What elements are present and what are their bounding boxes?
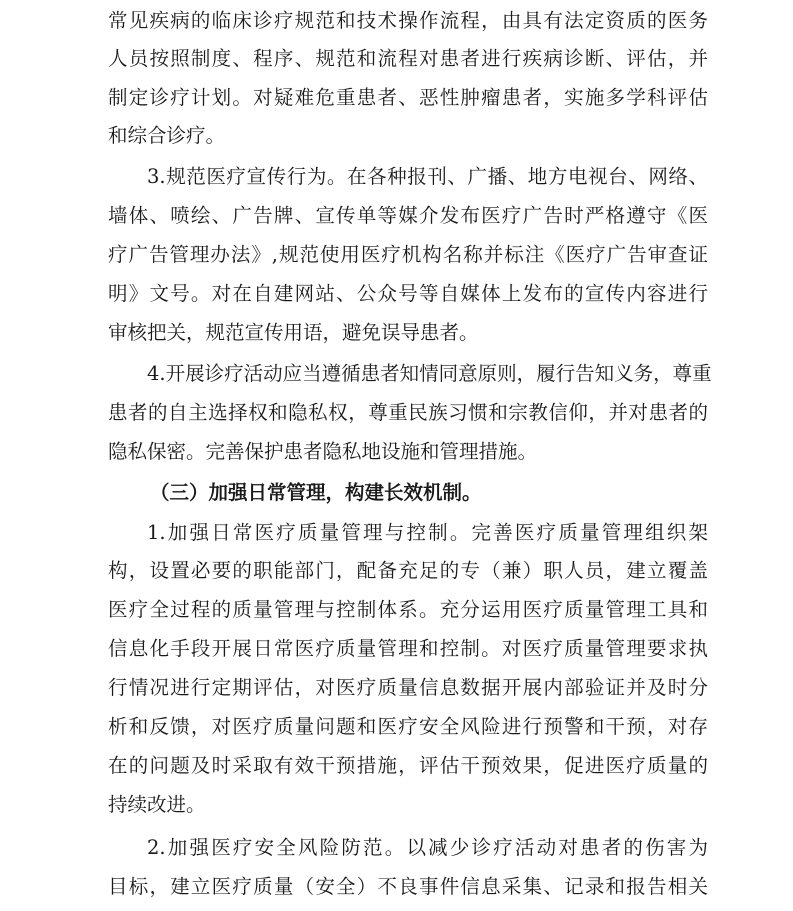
paragraph-line: 医疗全过程的质量管理与控制体系。充分运用医疗质量管理工具和: [108, 598, 708, 621]
paragraph-line: 审核把关，规范宣传用语，避免误导患者。: [108, 321, 479, 344]
section-heading: （三）加强日常管理，构建长效机制。: [150, 481, 482, 504]
paragraph-line: 2.加强医疗安全风险防范。以减少诊疗活动对患者的伤害为: [147, 836, 708, 859]
paragraph-line: 构，设置必要的职能部门，配备充足的专（兼）职人员，建立覆盖: [108, 559, 708, 582]
paragraph-line: 人员按照制度、程序、规范和流程对患者进行疾病诊断、评估，并: [108, 47, 708, 70]
paragraph-line: 和综合诊疗。: [108, 124, 226, 147]
paragraph-line: 制定诊疗计划。对疑难危重患者、恶性肿瘤患者，实施多学科评估: [108, 86, 708, 109]
paragraph-line: 疗广告管理办法》,规范使用医疗机构名称并标注《医疗广告审查证: [108, 243, 708, 266]
paragraph-line: 1.加强日常医疗质量管理与控制。完善医疗质量管理组织架: [147, 521, 708, 544]
paragraph-line: 持续改进。: [108, 793, 206, 816]
paragraph-line: 墙体、喷绘、广告牌、宣传单等媒介发布医疗广告时严格遵守《医: [108, 204, 708, 227]
paragraph-line: 明》文号。对在自建网站、公众号等自媒体上发布的宣传内容进行: [108, 282, 708, 305]
paragraph-line: 3.规范医疗宣传行为。在各种报刊、广播、地方电视台、网络、: [147, 165, 708, 188]
paragraph-line: 行情况进行定期评估，对医疗质量信息数据开展内部验证并及时分: [108, 676, 708, 699]
paragraph-line: 常见疾病的临床诊疗规范和技术操作流程，由具有法定资质的医务: [108, 9, 708, 32]
paragraph-line: 在的问题及时采取有效干预措施，评估干预效果，促进医疗质量的: [108, 754, 708, 777]
paragraph-line: 隐私保密。完善保护患者隐私地设施和管理措施。: [108, 440, 538, 463]
paragraph-line: 析和反馈，对医疗质量问题和医疗安全风险进行预警和干预，对存: [108, 715, 708, 738]
paragraph-line: 信息化手段开展日常医疗质量管理和控制。对医疗质量管理要求执: [108, 637, 708, 660]
paragraph-line: 目标，建立医疗质量（安全）不良事件信息采集、记录和报告相关: [108, 875, 708, 898]
paragraph-line: 患者的自主选择权和隐私权，尊重民族习惯和宗教信仰，并对患者的: [108, 401, 708, 424]
paragraph-line: 4.开展诊疗活动应当遵循患者知情同意原则，履行告知义务，尊重: [147, 362, 712, 385]
